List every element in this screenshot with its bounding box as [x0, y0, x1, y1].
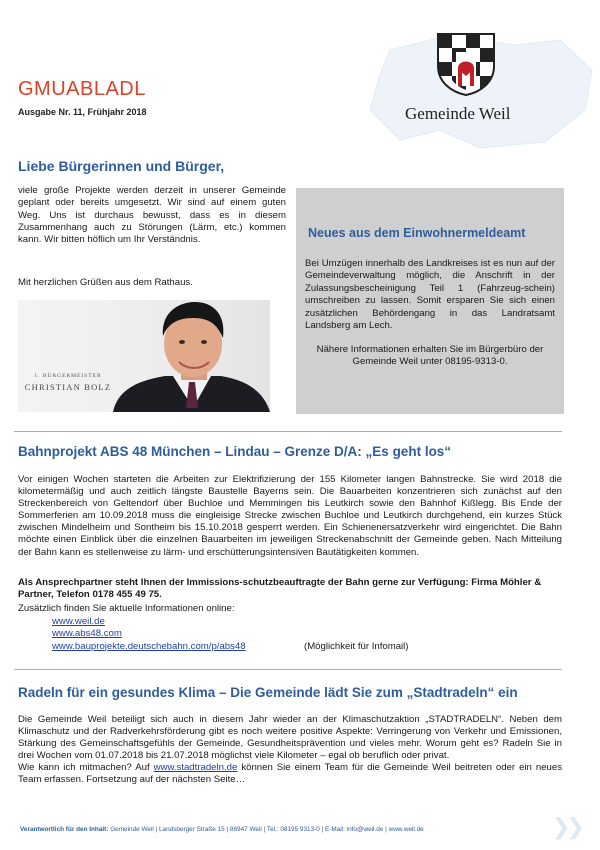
coat-of-arms-icon [436, 32, 496, 96]
registry-heading: Neues aus dem Einwohnermeldeamt [308, 226, 526, 240]
greeting-signoff: Mit herzlichen Grüßen aus dem Rathaus. [18, 277, 193, 288]
cycling-heading: Radeln für ein gesundes Klima – Die Gemeinde lädt Sie zum „Stadtradeln“ ein [18, 685, 518, 700]
chevron-right-icon: ❯❯ [552, 814, 581, 839]
rail-links [52, 616, 246, 653]
cycling-join-text [18, 762, 562, 786]
cycling-join-after: können Sie einem Team für die Gemeinde Weil beitreten oder ein neues Team erfassen. Fortsetzung auf der nächsten Seite… [18, 762, 562, 785]
footer-label: Verantwortlich für den Inhalt: [20, 826, 109, 833]
section-divider [14, 431, 562, 432]
greeting-text: viele große Projekte werden derzeit in unserer Gemeinde geplant oder bereits umgesetzt. Wir sind auf einem guten Weg. Uns ist durchaus bewusst, dass es in diesem Zusammenhang auch zu Störungen (Lärm, etc.) kommen kann. Wir bitten höflich um Ihr Verständnis. [18, 185, 286, 246]
link-deutschebahn[interactable]: www.bauprojekte.deutschebahn.com/p/abs48 [52, 640, 246, 652]
cycling-body [18, 714, 562, 786]
link-stadtradeln[interactable]: www.stadtradeln.de [153, 762, 238, 773]
registry-text: Bei Umzügen innerhalb des Landkreises ist es nun auf der Gemeindeverwaltung möglich, die Anschrift in der Zulassungsbescheinigung Teil 1 (Fahrzeug-schein) umschreiben zu lassen. Somit ersparen Sie sich einen zusätzlichen Behördengang in das Landratsamt Landsberg am Lech. [305, 258, 555, 332]
registry-contact: Nähere Informationen erhalten Sie im Bürgerbüro der Gemeinde Weil unter 08195-9313-0. [316, 344, 544, 368]
cycling-text: Die Gemeinde Weil beteiligt sich auch in diesem Jahr wieder an der Klimaschutzaktion „STADTRADELN“. Neben dem Klimaschutz und der Radverkehrsförderung gibt es noch weitere positive Aspekte: Verringerung von Verkehr und Emissionen, Stärkung des Gemeinschaftsgefühls der Gemeinde, Gesundheitsprävention und vieles mehr. Worum geht es? Radeln Sie in drei Wochen vom 01.07.2018 bis 21.07.2018 möglichst viele Kilometer – egal ob beruflich oder privat. [18, 714, 562, 761]
rail-heading: Bahnprojekt ABS 48 München – Lindau – Grenze D/A: „Es geht los“ [18, 444, 452, 459]
link-weil[interactable]: www.weil.de [52, 616, 105, 627]
mayor-portrait [113, 300, 270, 412]
mayor-photo [18, 300, 270, 412]
caption-role: 1. BÜRGERMEISTER [34, 373, 102, 379]
caption-name: CHRISTIAN BOLZ [24, 382, 112, 392]
rail-text: Vor einigen Wochen starteten die Arbeiten zur Elektrifizierung der 155 Kilometer langen Bahnstrecke. Sie wird 2018 die kilometermäßig und auch zeitlich längste Baustelle Bayerns sein. Die Bauarbeiten konzentrieren sich zunächst auf den Streckenbereich von Geltendorf über Buchloe und Memmingen bis Leutkirch sowie den Bahnhof Kißlegg. Bis Ende der Sommerferien am 10.09.2018 muss die eingleisige Strecke zwischen Buchloe und Leutkirch durchgehend, ein kurzes Stück zwischen Mindelheim und Sontheim bis 15.10.2018 gesperrt werden. Ein Schienenersatzverkehr wird eingerichtet. Die Bahn möchte einen Einblick über die einzelnen Bauarbeiten im jeweiligen Streckenabschnitt der Gemeinde geben. Nach Mitteilung der Bahn kann es stellenweise zu lärm- und erschütterungsintensiven Bautätigkeiten kommen. [18, 474, 562, 558]
registry-info-box [296, 188, 564, 414]
rail-info-label: Zusätzlich finden Sie aktuelle Informationen online: [18, 603, 235, 614]
link-note: (Möglichkeit für Infomail) [304, 641, 409, 652]
footer [20, 826, 424, 833]
greeting-heading: Liebe Bürgerinnen und Bürger, [18, 158, 225, 174]
issue-label: Ausgabe Nr. 11, Frühjahr 2018 [18, 107, 147, 117]
rail-contact: Als Ansprechpartner steht Ihnen der Immissions-schutzbeauftragte der Bahn gerne zur Verfügung: Firma Möhler & Partner, Telefon 0178 455 49 75. [18, 577, 542, 601]
link-abs48[interactable]: www.abs48.com [52, 628, 122, 640]
cycling-join-before: Wie kann ich mitmachen? Auf [18, 762, 150, 773]
photo-caption [24, 373, 112, 392]
newsletter-title: GMUABLADL [18, 78, 146, 100]
section-divider [14, 669, 562, 670]
footer-text: Gemeinde Weil | Landsberger Straße 15 | 86947 Weil | Tel.: 08195 9313-0 | E-Mail: info@weil.de | www.weil.de [110, 826, 424, 833]
municipality-name: Gemeinde Weil [405, 104, 511, 123]
